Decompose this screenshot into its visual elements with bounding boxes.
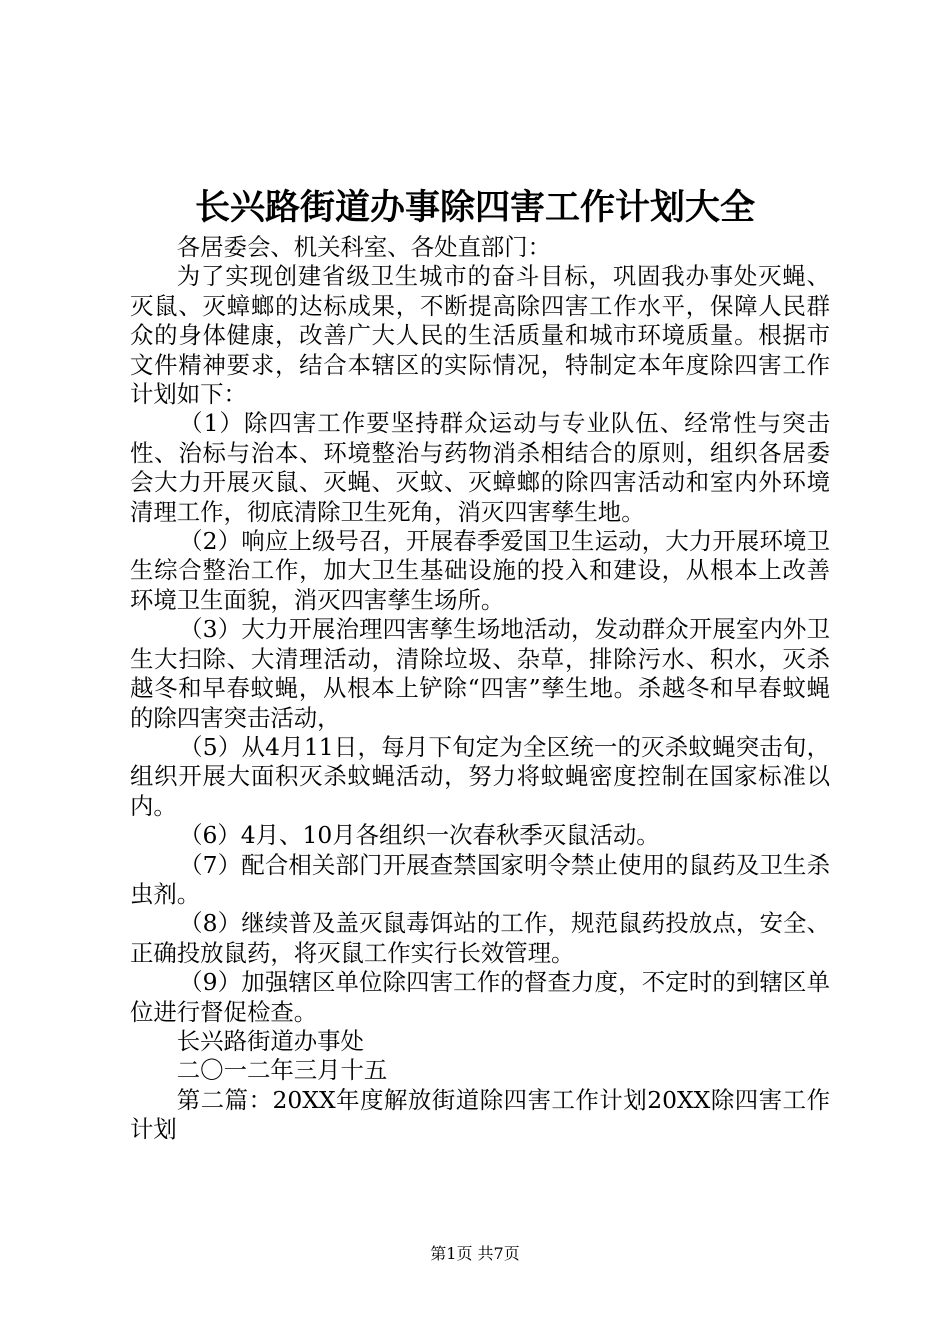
signature-date: 二〇一二年三月十五 <box>176 1056 388 1085</box>
item-1-paragraph: （1）除四害工作要坚持群众运动与专业队伍、经常性与突击性、治标与治本、环境整治与药物消杀相结合的原则，组织各居委会大力开展灭鼠、灭蝇、灭蚊、灭蟑螂的除四害活动和室内外环境清理工作，彻底清除卫生死角，消灭四害孳生地。 <box>130 409 830 526</box>
next-chapter-heading: 第二篇：20XX年度解放街道除四害工作计划20XX除四害工作计划 <box>130 1085 830 1144</box>
document-title: 长兴路街道办事除四害工作计划大全 <box>194 187 755 228</box>
item-3-paragraph: （3）大力开展治理四害孳生场地活动，发动群众开展室内外卫生大扫除、大清理活动，清除垃圾、杂草，排除污水、积水，灭杀越冬和早春蚊蝇，从根本上铲除“四害”孳生地。杀越冬和早春蚊蝇的除四害突击活动， <box>130 615 830 732</box>
page-number-footer: 第1页 共7页 <box>430 1244 520 1263</box>
item-8-paragraph: （8）继续普及盖灭鼠毒饵站的工作，规范鼠药投放点，安全、正确投放鼠药，将灭鼠工作实行长效管理。 <box>130 909 830 967</box>
intro-paragraph: 为了实现创建省级卫生城市的奋斗目标，巩固我办事处灭蝇、灭鼠、灭蟑螂的达标成果，不断提高除四害工作水平，保障人民群众的身体健康，改善广大人民的生活质量和城市环境质量。根据市文件精神要求，结合本辖区的实际情况，特制定本年度除四害工作计划如下： <box>130 262 830 409</box>
item-2-paragraph: （2）响应上级号召，开展春季爱国卫生运动，大力开展环境卫生综合整治工作，加大卫生基础设施的投入和建设，从根本上改善环境卫生面貌，消灭四害孳生场所。 <box>130 527 830 614</box>
item-7-paragraph: （7）配合相关部门开展查禁国家明令禁止使用的鼠药及卫生杀虫剂。 <box>130 850 830 908</box>
salutation-paragraph: 各居委会、机关科室、各处直部门： <box>176 233 552 261</box>
document-body <box>130 233 830 1145</box>
item-6-paragraph: （6）4月、10月各组织一次春秋季灭鼠活动。 <box>179 821 660 850</box>
item-9-paragraph: （9）加强辖区单位除四害工作的督查力度，不定时的到辖区单位进行督促检查。 <box>130 968 830 1026</box>
signature-office: 长兴路街道办事处 <box>176 1026 364 1055</box>
item-5-paragraph: （5）从4月11日，每月下旬定为全区统一的灭杀蚊蝇突击旬，组织开展大面积灭杀蚊蝇活动，努力将蚊蝇密度控制在国家标准以内。 <box>130 732 830 820</box>
